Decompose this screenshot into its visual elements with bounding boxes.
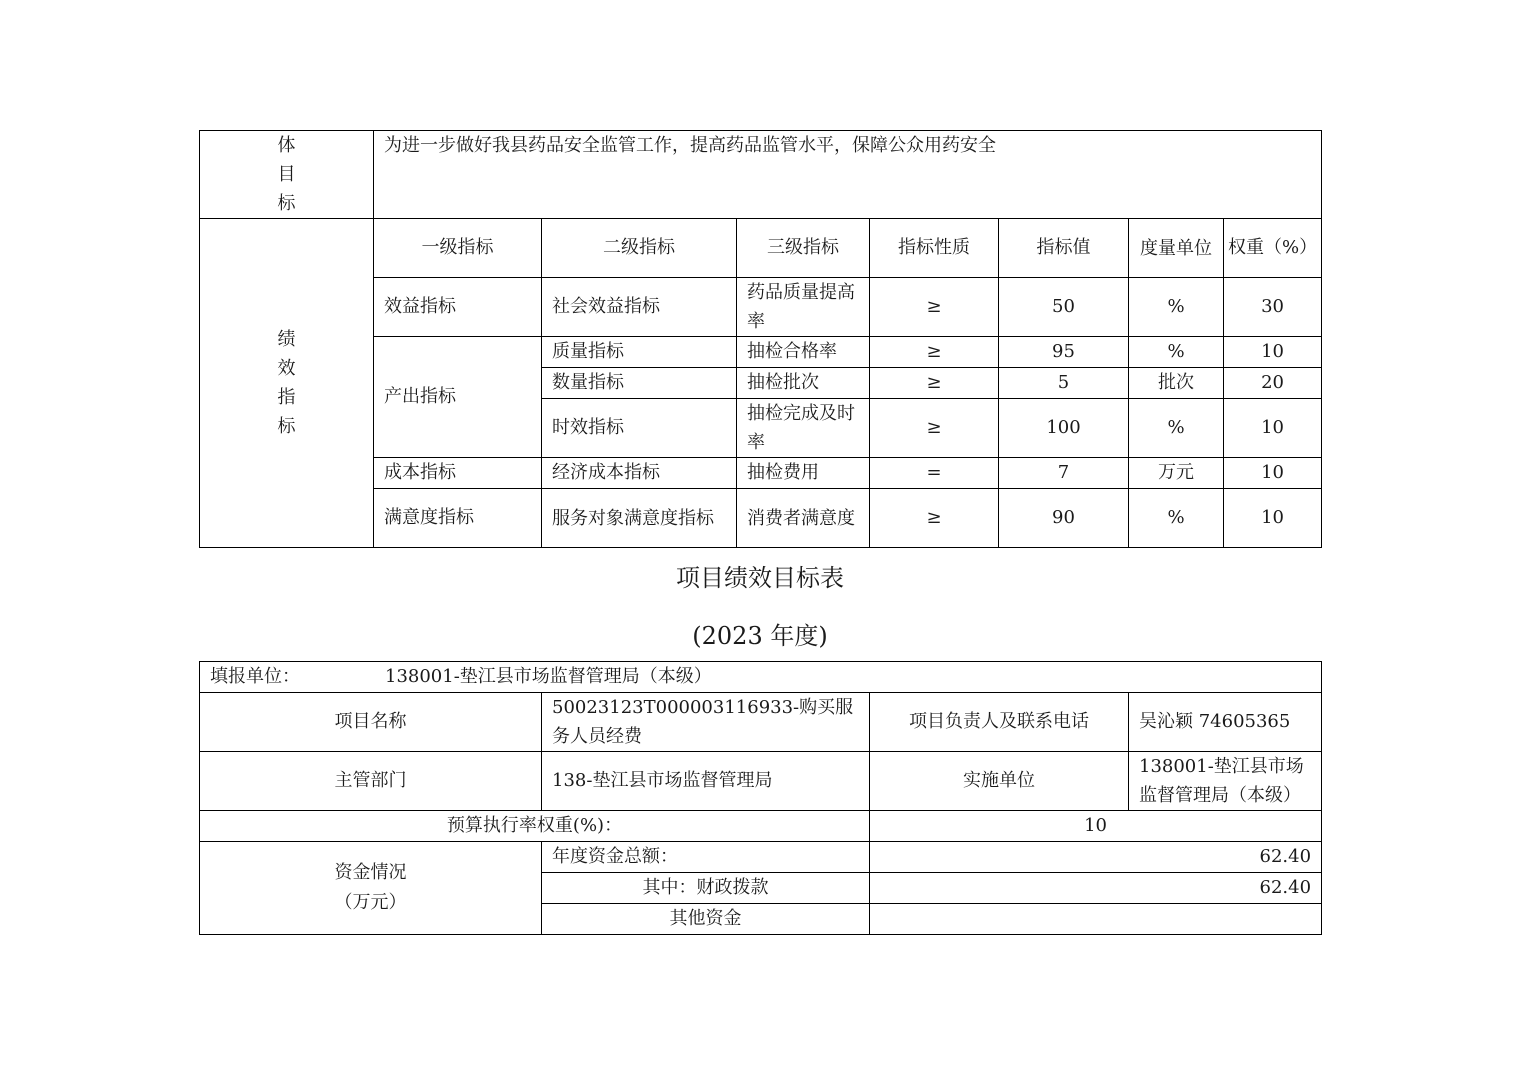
objective-text: 为进一步做好我县药品安全监管工作，提高药品监管水平，保障公众用药安全	[374, 131, 1322, 219]
dept-value: 138-垫江县市场监督管理局	[542, 752, 870, 811]
fiscal-funds-label: 其中：财政拨款	[542, 873, 870, 904]
department-row	[200, 752, 1322, 811]
cell-level3: 抽检费用	[737, 458, 870, 489]
performance-label: 绩 效 指 标	[200, 219, 374, 548]
cell-value: 5	[999, 368, 1129, 399]
other-funds-label: 其他资金	[542, 904, 870, 935]
project-name-value: 50023123T000003116933-购买服务人员经费	[542, 693, 870, 752]
cell-level2: 数量指标	[542, 368, 737, 399]
cell-weight: 10	[1224, 337, 1322, 368]
cell-level1: 成本指标	[374, 458, 542, 489]
cell-level2: 时效指标	[542, 399, 737, 458]
cell-unit: %	[1129, 399, 1224, 458]
header-level1: 一级指标	[374, 219, 542, 278]
cell-level3: 抽检批次	[737, 368, 870, 399]
objective-row	[200, 131, 1322, 219]
other-funds-value	[870, 904, 1322, 935]
header-level2: 二级指标	[542, 219, 737, 278]
cell-level1: 满意度指标	[374, 489, 542, 548]
reporting-unit-label: 填报单位：	[210, 666, 300, 687]
budget-rate-label: 预算执行率权重(%)：	[200, 811, 870, 842]
objective-label: 体 目 标	[200, 131, 374, 219]
funds-label: 资金情况 （万元）	[200, 842, 542, 935]
budget-rate-value: 10	[870, 811, 1322, 842]
cell-nature: ≥	[870, 337, 999, 368]
cell-nature: ≥	[870, 399, 999, 458]
cell-weight: 10	[1224, 458, 1322, 489]
reporting-unit-row	[200, 662, 1322, 693]
impl-label: 实施单位	[870, 752, 1129, 811]
project-info-table	[199, 661, 1322, 935]
cell-level2: 服务对象满意度指标	[542, 489, 737, 548]
performance-indicator-table	[199, 130, 1322, 548]
header-unit: 度量单位	[1129, 219, 1224, 278]
total-funds-value: 62.40	[870, 842, 1322, 873]
fiscal-funds-value: 62.40	[870, 873, 1322, 904]
reporting-unit	[200, 662, 1322, 693]
cell-unit: 万元	[1129, 458, 1224, 489]
budget-rate-row	[200, 811, 1322, 842]
cell-unit: %	[1129, 489, 1224, 548]
cell-nature: ≥	[870, 489, 999, 548]
cell-level3: 消费者满意度	[737, 489, 870, 548]
contact-value: 吴沁颖 74605365	[1129, 693, 1322, 752]
cell-weight: 20	[1224, 368, 1322, 399]
header-weight: 权重（%）	[1224, 219, 1322, 278]
header-nature: 指标性质	[870, 219, 999, 278]
page-title: 项目绩效目标表	[676, 564, 844, 592]
cell-level2: 质量指标	[542, 337, 737, 368]
header-value: 指标值	[999, 219, 1129, 278]
dept-label: 主管部门	[200, 752, 542, 811]
cell-level3: 药品质量提高率	[737, 278, 870, 337]
cell-level2: 社会效益指标	[542, 278, 737, 337]
reporting-unit-value: 138001-垫江县市场监督管理局（本级）	[385, 666, 712, 687]
cell-level3: 抽检合格率	[737, 337, 870, 368]
cell-nature: ≥	[870, 368, 999, 399]
cell-value: 50	[999, 278, 1129, 337]
cell-weight: 10	[1224, 399, 1322, 458]
header-level3: 三级指标	[737, 219, 870, 278]
cell-level1: 效益指标	[374, 278, 542, 337]
cell-nature: ≥	[870, 278, 999, 337]
cell-value: 7	[999, 458, 1129, 489]
cell-weight: 30	[1224, 278, 1322, 337]
cell-nature: =	[870, 458, 999, 489]
project-name-label: 项目名称	[200, 693, 542, 752]
cell-value: 100	[999, 399, 1129, 458]
cell-value: 90	[999, 489, 1129, 548]
impl-value: 138001-垫江县市场监督管理局（本级）	[1129, 752, 1322, 811]
contact-label: 项目负责人及联系电话	[870, 693, 1129, 752]
cell-unit: %	[1129, 278, 1224, 337]
project-name-row	[200, 693, 1322, 752]
indicator-header-row	[200, 219, 1322, 278]
cell-weight: 10	[1224, 489, 1322, 548]
cell-level3: 抽检完成及时率	[737, 399, 870, 458]
year-subtitle: (2023 年度)	[692, 622, 828, 650]
funds-total-row	[200, 842, 1322, 873]
cell-value: 95	[999, 337, 1129, 368]
cell-unit: 批次	[1129, 368, 1224, 399]
cell-level2: 经济成本指标	[542, 458, 737, 489]
total-funds-label: 年度资金总额：	[542, 842, 870, 873]
cell-unit: %	[1129, 337, 1224, 368]
cell-level1: 产出指标	[374, 337, 542, 458]
